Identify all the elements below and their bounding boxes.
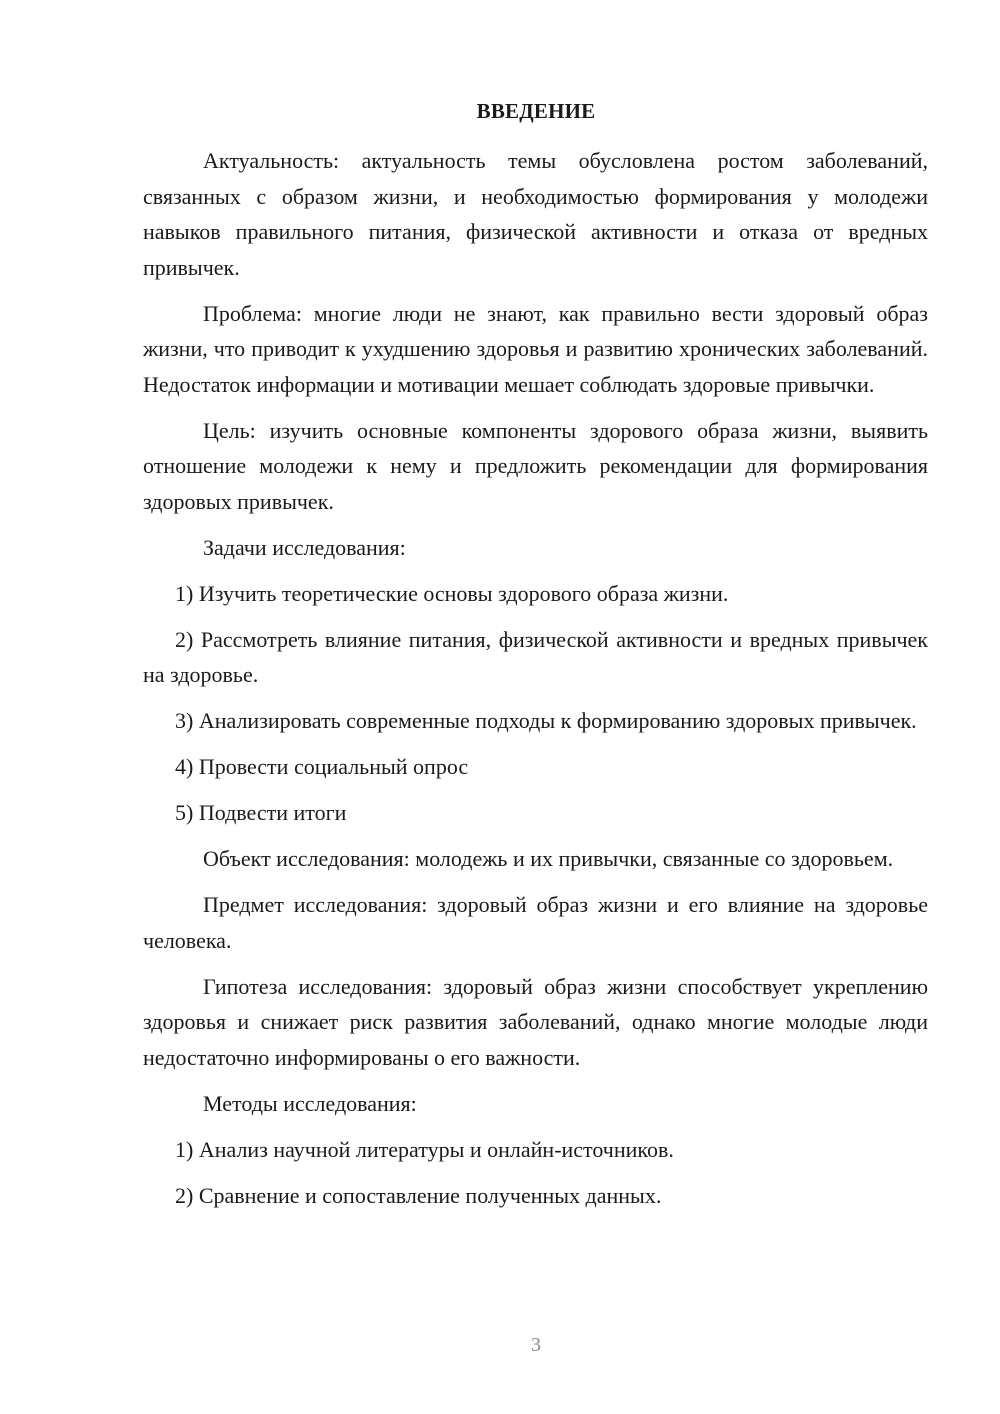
paragraph-subject: Предмет исследования: здоровый образ жизни и его влияние на здоровье человека. (143, 892, 928, 953)
list-item-task-1: 1) Изучить теоретические основы здорового образа жизни. (175, 580, 729, 606)
list-item-method-2: 2) Сравнение и сопоставление полученных данных. (175, 1182, 662, 1208)
paragraph-relevance: Актуальность: актуальность темы обусловлена ростом заболеваний, связанных с образом жизни, и необходимостью формирования у молодежи навыков правильного питания, физической активности и отказа от вредных привычек. (143, 148, 928, 280)
section-title: ВВЕДЕНИЕ (476, 99, 596, 123)
paragraph-hypothesis: Гипотеза исследования: здоровый образ жизни способствует укреплению здоровья и снижает риск развития заболеваний, однако многие молодые люди недостаточно информированы о его важности. (143, 973, 928, 1070)
paragraph-goal: Цель: изучить основные компоненты здорового образа жизни, выявить отношение молодежи к нему и предложить рекомендации для формирования здоровых привычек. (143, 417, 928, 514)
list-item-task-3: 3) Анализировать современные подходы к формированию здоровых привычек. (175, 708, 917, 733)
paragraph-tasks-heading: Задачи исследования: (203, 534, 406, 560)
list-item-task-4: 4) Провести социальный опрос (175, 754, 469, 779)
paragraph-object: Объект исследования: молодежь и их привычки, связанные со здоровьем. (203, 846, 894, 871)
list-item-task-5: 5) Подвести итоги (175, 800, 347, 825)
page-number: 3 (531, 1334, 541, 1356)
body-text (143, 143, 928, 1224)
list-item-task-2: 2) Рассмотреть влияние питания, физической активности и вредных привычек на здоровье. (143, 626, 928, 687)
paragraph-problem: Проблема: многие люди не знают, как правильно вести здоровый образ жизни, что приводит к ухудшению здоровья и развитию хронических заболеваний. Недостаток информации и мотивации мешает соблюдать здоровые привычки. (143, 300, 928, 397)
list-item-method-1: 1) Анализ научной литературы и онлайн-источников. (175, 1136, 674, 1162)
paragraph-methods-heading: Методы исследования: (203, 1090, 417, 1116)
